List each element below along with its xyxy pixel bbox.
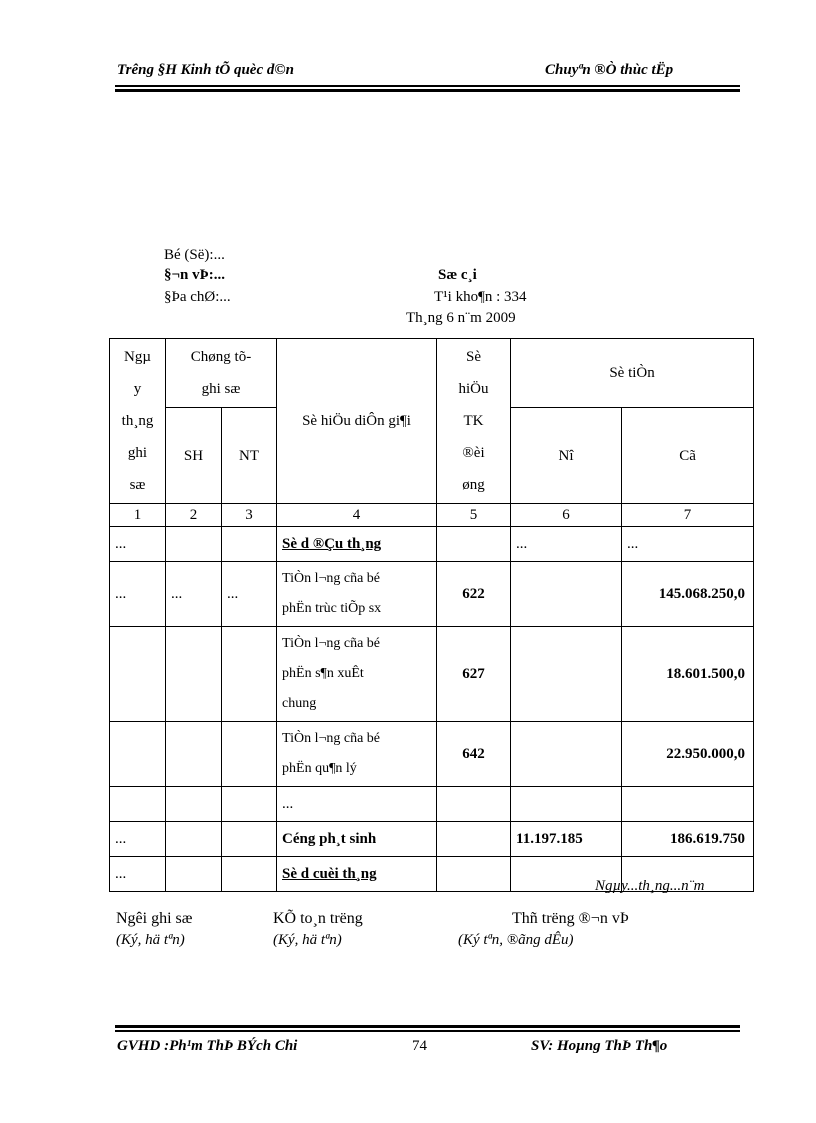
- col-sh-header: SH: [166, 408, 222, 504]
- cell-desc: TiÒn l¬ng cña bé phËn qu¶n lý: [277, 722, 437, 787]
- cell-credit: 186.619.750: [622, 822, 754, 857]
- signature-accountant-title: KÕ to¸n trëng: [273, 910, 363, 927]
- col-account-header: Sè hiÖu TK ®èi øng: [437, 339, 511, 504]
- cell-desc: TiÒn l¬ng cña bé phËn s¶n xuÊt chung: [277, 627, 437, 722]
- cell-desc: Sè d ®Çu th¸ng: [277, 527, 437, 562]
- signature-accountant-note: (Ký, hä tªn): [273, 932, 342, 948]
- col-number: 3: [222, 504, 277, 527]
- table-row: [110, 562, 754, 627]
- footer-rule-bottom: [115, 1030, 740, 1032]
- cell-account: [437, 787, 511, 822]
- header-school: Trêng §H Kinh tÕ quèc d©n: [117, 62, 294, 78]
- cell-account: 627: [437, 627, 511, 722]
- cell-account: [437, 527, 511, 562]
- table-row: [110, 722, 754, 787]
- cell-sh: [166, 787, 222, 822]
- department-label: §¬n vÞ:...: [164, 267, 226, 283]
- cell-debit: [511, 562, 622, 627]
- cell-nt: [222, 822, 277, 857]
- cell-account: 622: [437, 562, 511, 627]
- col-desc-header: Sè hiÖu diÔn gi¶i: [277, 339, 437, 504]
- cell-date: [110, 722, 166, 787]
- col-amount-header: Sè tiÒn: [511, 339, 754, 408]
- table-row: [110, 787, 754, 822]
- cell-date: ...: [110, 857, 166, 892]
- col-number: 4: [277, 504, 437, 527]
- header-rule-top: [115, 85, 740, 87]
- col-number: 6: [511, 504, 622, 527]
- unit-label: Bé (Së):...: [164, 247, 225, 263]
- table-row: [110, 822, 754, 857]
- ledger-table: [109, 338, 754, 892]
- col-debit-header: Nî: [511, 408, 622, 504]
- cell-date: [110, 627, 166, 722]
- cell-debit: [511, 787, 622, 822]
- cell-date: ...: [110, 562, 166, 627]
- cell-date: ...: [110, 822, 166, 857]
- cell-sh: [166, 857, 222, 892]
- table-row: [110, 527, 754, 562]
- footer-rule-top: [115, 1025, 740, 1028]
- col-nt-header: NT: [222, 408, 277, 504]
- cell-debit: ...: [511, 527, 622, 562]
- cell-desc: TiÒn l¬ng cña bé phËn trùc tiÕp sx: [277, 562, 437, 627]
- col-number: 2: [166, 504, 222, 527]
- cell-date: ...: [110, 527, 166, 562]
- column-number-row: [110, 504, 754, 527]
- cell-debit: 11.197.185: [511, 822, 622, 857]
- signature-director-title: Thñ trëng ®¬n vÞ: [512, 910, 629, 927]
- col-voucher-header: Chøng tõ- ghi sæ: [166, 339, 277, 408]
- cell-sh: [166, 722, 222, 787]
- cell-sh: [166, 822, 222, 857]
- col-credit-header: Cã: [622, 408, 754, 504]
- cell-credit: [622, 787, 754, 822]
- cell-desc: ...: [277, 787, 437, 822]
- cell-desc: Céng ph¸t sinh: [277, 822, 437, 857]
- cell-desc: Sè d cuèi th¸ng: [277, 857, 437, 892]
- account-label: T¹i kho¶n : 334: [434, 289, 527, 305]
- cell-account: [437, 822, 511, 857]
- cell-nt: ...: [222, 562, 277, 627]
- header-topic: Chuyªn ®Ò thùc tËp: [545, 62, 674, 78]
- cell-credit: ...: [622, 527, 754, 562]
- cell-sh: [166, 527, 222, 562]
- cell-nt: [222, 527, 277, 562]
- header-rule-bottom: [115, 89, 740, 92]
- footer-supervisor: GVHD :Ph¹m ThÞ BÝch Chi: [117, 1038, 298, 1054]
- cell-debit: [511, 627, 622, 722]
- signature-director-note: (Ký tªn, ®ãng dÊu): [458, 932, 574, 948]
- page-number: 74: [412, 1038, 427, 1054]
- cell-date: [110, 787, 166, 822]
- address-label: §Þa chØ:...: [164, 289, 231, 305]
- footer-student: SV: Hoµng ThÞ Th¶o: [531, 1038, 668, 1054]
- cell-sh: ...: [166, 562, 222, 627]
- cell-nt: [222, 857, 277, 892]
- cell-credit: 22.950.000,0: [622, 722, 754, 787]
- date-line: Ngµy...th¸ng...n¨m: [595, 878, 705, 894]
- cell-account: [437, 857, 511, 892]
- period-label: Th¸ng 6 n¨m 2009: [406, 310, 516, 326]
- cell-credit: 145.068.250,0: [622, 562, 754, 627]
- col-number: 5: [437, 504, 511, 527]
- cell-nt: [222, 722, 277, 787]
- signature-recorder-note: (Ký, hä tªn): [116, 932, 185, 948]
- cell-nt: [222, 627, 277, 722]
- col-date-header: Ngµ y th¸ng ghi sæ: [110, 339, 166, 504]
- col-number: 7: [622, 504, 754, 527]
- cell-sh: [166, 627, 222, 722]
- table-row: [110, 627, 754, 722]
- cell-debit: [511, 722, 622, 787]
- cell-account: 642: [437, 722, 511, 787]
- col-number: 1: [110, 504, 166, 527]
- cell-credit: 18.601.500,0: [622, 627, 754, 722]
- cell-nt: [222, 787, 277, 822]
- signature-recorder-title: Ngêi ghi sæ: [116, 910, 193, 927]
- ledger-title: Sæ c¸i: [438, 267, 477, 283]
